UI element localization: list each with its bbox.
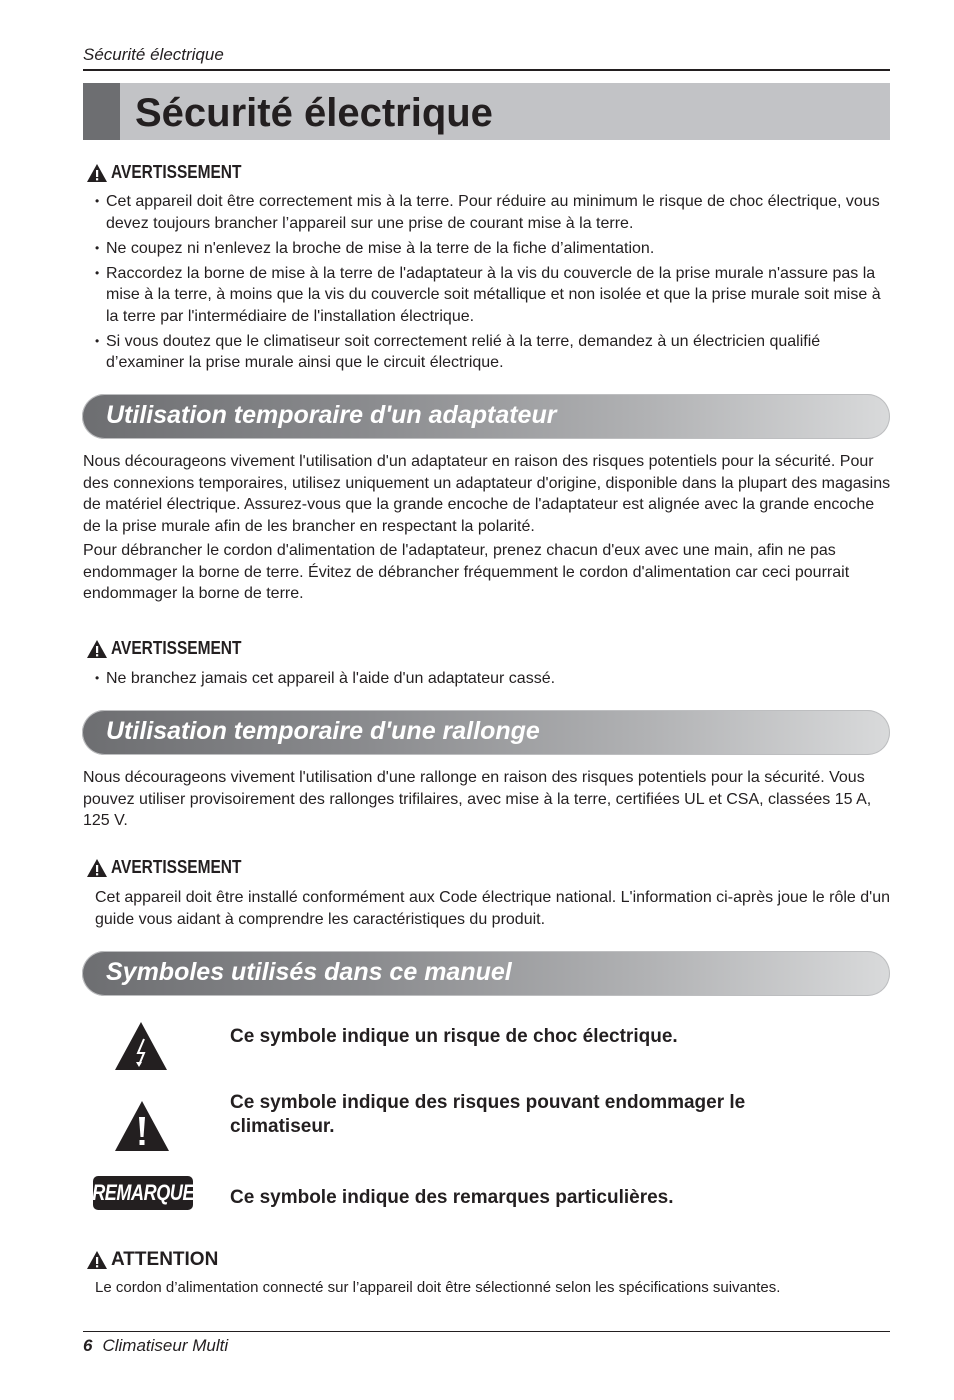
- section-heading-adapter: [82, 394, 890, 439]
- list-item: • Cet appareil doit être correctement mis à la terre. Pour réduire au minimum le risque de choc électrique, vous devez toujours brancher l’appareil sur une prise de courant mise à la terre.: [95, 191, 895, 234]
- list-item: • Ne coupez ni n'enlevez la broche de mise à la terre de la fiche d’alimentation.: [95, 238, 895, 260]
- paragraph: Pour débrancher le cordon d'alimentation de l'adaptateur, prenez chacun d'eux avec une main, afin ne pas endommager la borne de terre. Évitez de débrancher fréquemment le cordon d'alimentation car ceci pourrait endommager la borne de terre.: [83, 542, 850, 602]
- attention-text: Le cordon d’alimentation connecté sur l’appareil doit être sélectionné selon les spécifications suivantes.: [95, 1279, 781, 1296]
- warning-list-2: [95, 668, 895, 693]
- warning-heading-3: [86, 857, 263, 878]
- list-item: • Ne branchez jamais cet appareil à l'aide d'un adaptateur cassé.: [95, 668, 895, 690]
- warning-triangle-icon: [86, 639, 108, 659]
- page-title: Sécurité électrique: [135, 91, 493, 135]
- symbol-description-3: Ce symbole indique des remarques particulières.: [230, 1187, 674, 1208]
- section-heading-text: Utilisation temporaire d'un adaptateur: [106, 401, 557, 429]
- warning-label: AVERTISSEMENT: [111, 162, 242, 182]
- electric-shock-icon: [113, 1020, 169, 1072]
- running-header: Sécurité électrique: [83, 45, 224, 64]
- title-accent-block: [83, 83, 120, 140]
- warning-heading-1: [86, 162, 263, 183]
- adapter-body: [83, 451, 893, 608]
- extension-body: [83, 767, 883, 835]
- exclamation-triangle-icon: [113, 1099, 171, 1153]
- symbol-description-2: Ce symbole indique des risques pouvant endommager le climatiseur.: [230, 1092, 746, 1137]
- symbol-description-1: Ce symbole indique un risque de choc électrique.: [230, 1026, 678, 1047]
- footer: [83, 1336, 228, 1356]
- paragraph: Nous décourageons vivement l'utilisation d'un adaptateur en raison des risques potentiels pour la sécurité. Pour des connexions temporaires, utilisez uniquement un adaptateur d'origine, disponible dans la plupart des magasins de matériel électrique. Assurez-vous que la grande encoche de l'adaptateur est alignée avec la grande encoche de la prise murale afin de les brancher en respectant la polarité.: [83, 453, 891, 535]
- page-title-band: [83, 83, 890, 140]
- warning-label: AVERTISSEMENT: [111, 638, 242, 658]
- section-heading-extension: [82, 710, 890, 755]
- warning-list-1: [95, 191, 895, 377]
- warning-heading-2: [86, 638, 263, 659]
- remarque-badge: [93, 1176, 193, 1210]
- remarque-badge-label: REMARQUE: [92, 1180, 194, 1205]
- warning-text-3: Cet appareil doit être installé conformément aux Code électrique national. L'information ci-après joue le rôle d'un guide vous aidant à comprendre les caractéristiques du produit.: [95, 889, 890, 928]
- warning-triangle-icon: [86, 1250, 108, 1270]
- warning-label: AVERTISSEMENT: [111, 857, 242, 877]
- section-heading-text: Symboles utilisés dans ce manuel: [106, 958, 512, 986]
- list-item: • Raccordez la borne de mise à la terre de l'adaptateur à la vis du couvercle de la prise murale n'assure pas la mise à la terre, à moins que la vis du couvercle soit métallique et non isolée et que la prise murale soit mise à la terre par l'intermédiaire de l'installation électrique.: [95, 263, 895, 328]
- section-heading-symbols: [82, 951, 890, 996]
- paragraph: Nous décourageons vivement l'utilisation d'une rallonge en raison des risques potentiels pour la sécurité. Vous pouvez utiliser provisoirement des rallonges trifilaires, avec mise à la terre, certifiées UL et CSA, classées 15 A, 125 V.: [83, 769, 872, 829]
- footer-rule: [83, 1331, 890, 1332]
- page-number: 6: [83, 1336, 93, 1355]
- footer-product: Climatiseur Multi: [102, 1336, 229, 1355]
- section-heading-text: Utilisation temporaire d'une rallonge: [106, 717, 540, 745]
- header-rule: [83, 69, 890, 71]
- warning-triangle-icon: [86, 163, 108, 183]
- list-item: • Si vous doutez que le climatiseur soit correctement relié à la terre, demandez à un électricien qualifié d’examiner la prise murale ainsi que le circuit électrique.: [95, 331, 895, 374]
- warning-triangle-icon: [86, 858, 108, 878]
- attention-label: ATTENTION: [111, 1249, 219, 1270]
- attention-heading: [86, 1249, 218, 1271]
